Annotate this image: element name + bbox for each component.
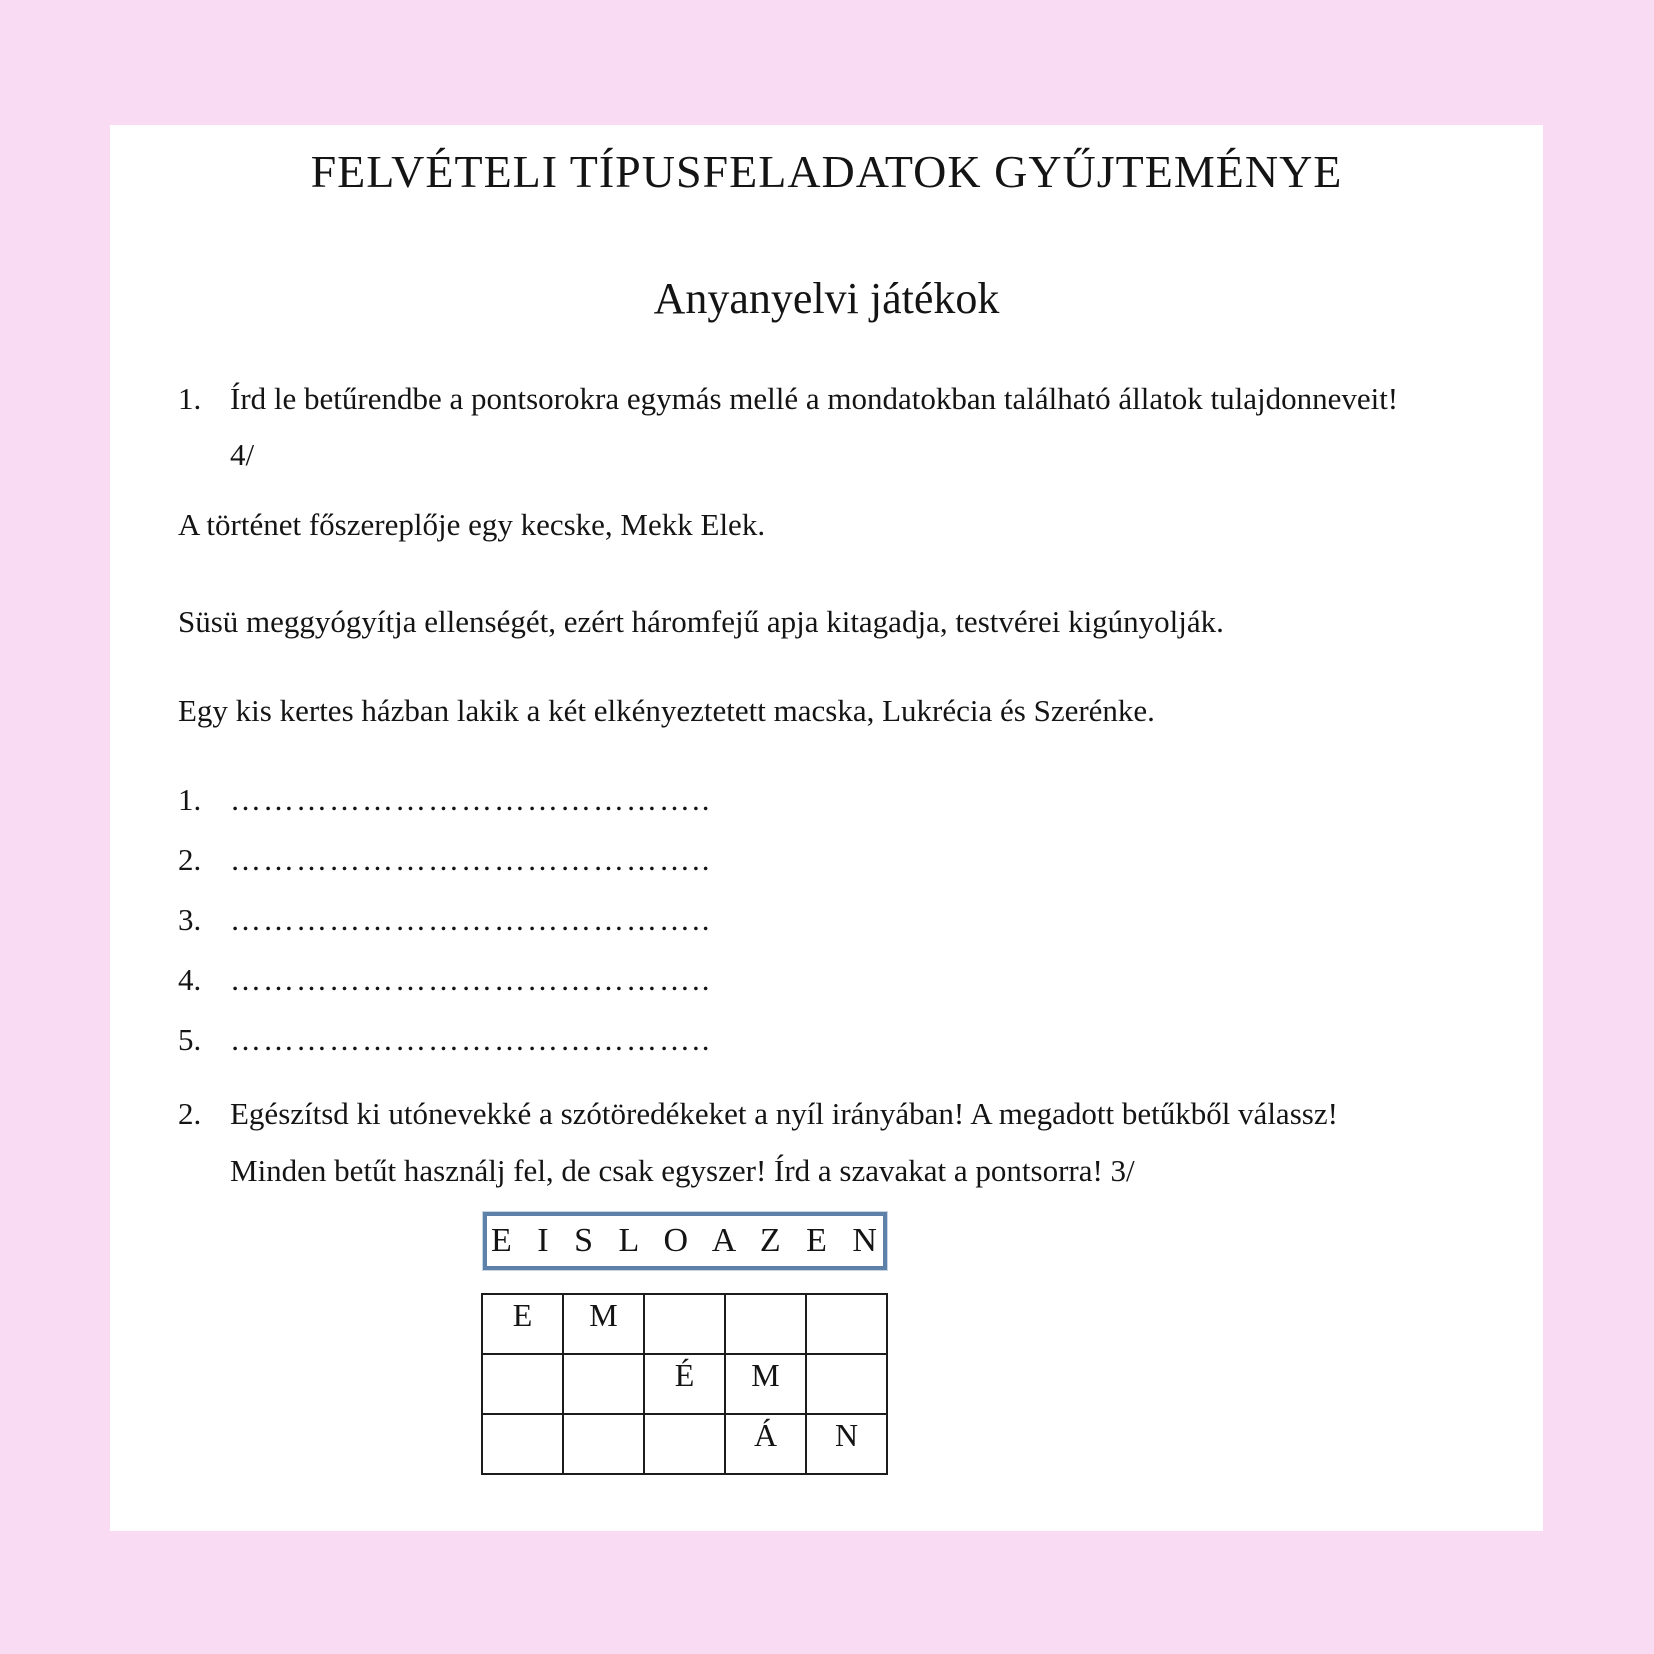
answer-line-5-number: 5. — [178, 1022, 202, 1057]
grid-cell-r3c5: N — [806, 1414, 887, 1474]
grid-cell-r1c3 — [644, 1294, 725, 1354]
answer-line-5-dots: …………………………………….. — [230, 1022, 712, 1057]
task2-text — [230, 1085, 1528, 1199]
task2-instruction-line2: Minden betűt használj fel, de csak egyszer! Írd a szavakat a pontsorra! 3/ — [230, 1153, 1135, 1188]
task1-instruction: Írd le betűrendbe a pontsorokra egymás mellé a mondatokban található állatok tulajdonneveit! — [230, 381, 1399, 416]
sentence-1: A történet főszereplője egy kecske, Mekk Elek. — [178, 507, 766, 542]
answer-line-4-dots: …………………………………….. — [230, 962, 712, 997]
grid-cell-r1c1: E — [482, 1294, 563, 1354]
task2-number: 2. — [178, 1096, 202, 1131]
grid-cell-r3c3 — [644, 1414, 725, 1474]
grid-cell-r2c5 — [806, 1354, 887, 1414]
answer-line-3-number: 3. — [178, 902, 202, 937]
task1-points: 4/ — [230, 437, 255, 472]
answer-line-1 — [178, 770, 878, 830]
answer-line-5 — [178, 1010, 878, 1070]
document-subtitle: Anyanyelvi játékok — [653, 274, 1000, 323]
document-title: FELVÉTELI TÍPUSFELADATOK GYŰJTEMÉNYE — [310, 146, 1343, 197]
task2-instruction-line1: Egészítsd ki utónevekké a szótöredékeket a nyíl irányában! A megadott betűkből válassz! — [230, 1096, 1338, 1131]
task2-item — [178, 1085, 1528, 1199]
fragment-grid — [481, 1293, 888, 1475]
grid-cell-r1c5 — [806, 1294, 887, 1354]
answer-line-3-dots: …………………………………….. — [230, 902, 712, 937]
grid-cell-r3c1 — [482, 1414, 563, 1474]
grid-cell-r1c4 — [725, 1294, 806, 1354]
answer-line-4 — [178, 950, 878, 1010]
answer-line-4-number: 4. — [178, 962, 202, 997]
sentence-2: Süsü meggyógyítja ellenségét, ezért háromfejű apja kitagadja, testvérei kigúnyolják. — [178, 604, 1224, 639]
grid-cell-r3c2 — [563, 1414, 644, 1474]
grid-cell-r1c2: M — [563, 1294, 644, 1354]
answer-line-2 — [178, 830, 878, 890]
grid-cell-r2c2 — [563, 1354, 644, 1414]
grid-cell-r2c4: M — [725, 1354, 806, 1414]
grid-cell-r2c1 — [482, 1354, 563, 1414]
letter-bank-letters: E I S L O A Z E N — [491, 1222, 879, 1259]
answer-line-3 — [178, 890, 878, 950]
sentence-3: Egy kis kertes házban lakik a két elkényeztetett macska, Lukrécia és Szerénke. — [178, 693, 1155, 728]
fragment-grid-row-3 — [482, 1414, 887, 1474]
grid-cell-r2c3: É — [644, 1354, 725, 1414]
document-page — [110, 125, 1543, 1531]
grid-cell-r3c4: Á — [725, 1414, 806, 1474]
fragment-grid-row-1 — [482, 1294, 887, 1354]
answer-line-1-number: 1. — [178, 782, 202, 817]
answer-line-2-dots: …………………………………….. — [230, 842, 712, 877]
fragment-grid-row-2 — [482, 1354, 887, 1414]
answer-line-2-number: 2. — [178, 842, 202, 877]
answer-lines — [178, 770, 878, 1070]
letter-bank-box — [483, 1212, 887, 1270]
answer-line-1-dots: …………………………………….. — [230, 782, 712, 817]
task1-number: 1. — [178, 381, 202, 416]
task1-item — [178, 371, 1528, 483]
task1-text — [230, 371, 1528, 483]
